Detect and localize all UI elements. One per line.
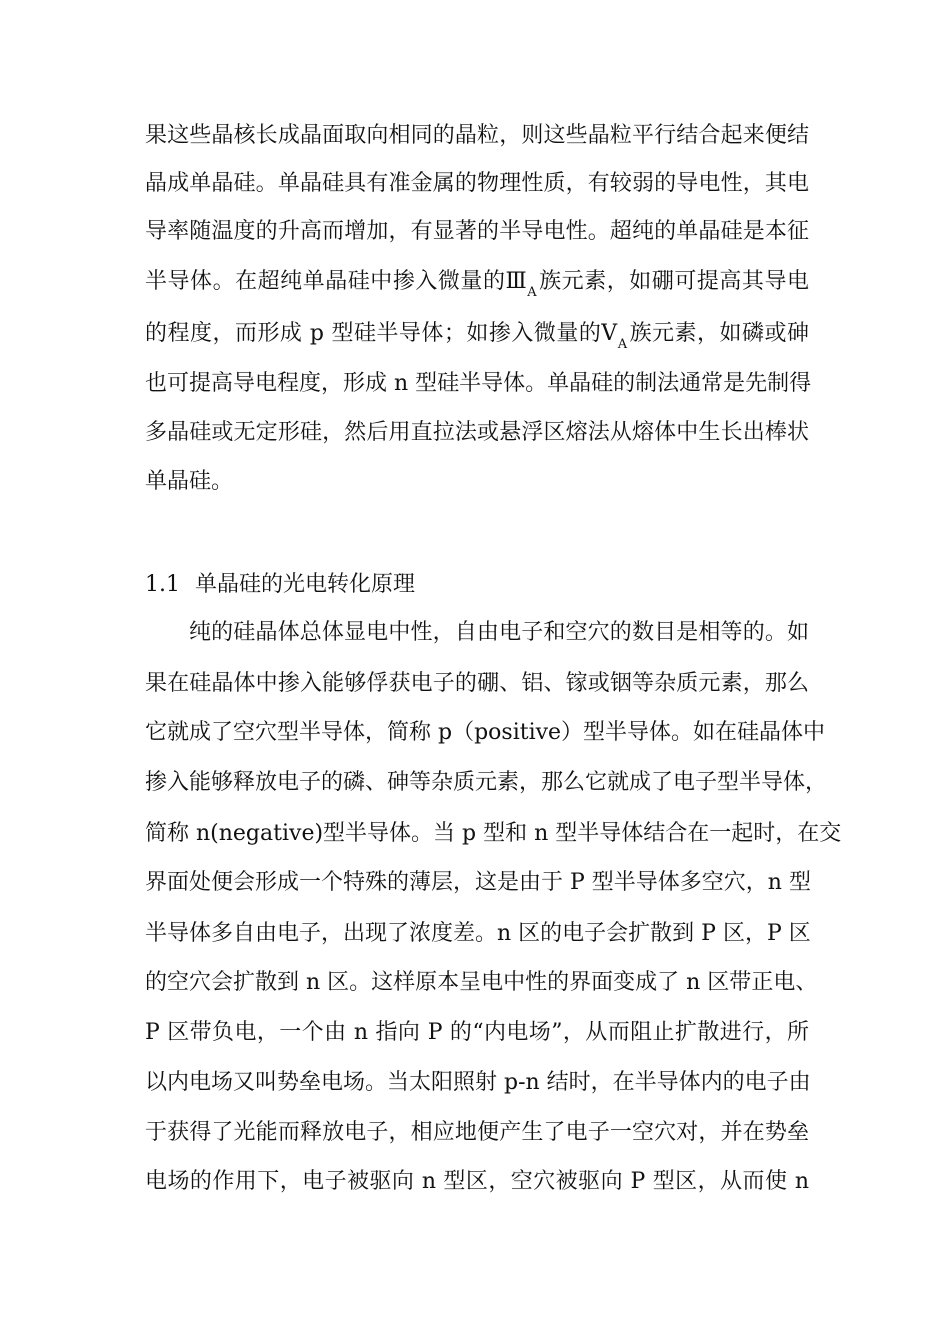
paragraph-line: 单晶硅。: [145, 469, 234, 494]
paragraph-line: 简称 n(negative)型半导体。当 p 型和 n 型半导体结合在一起时，在交: [145, 821, 842, 846]
paragraph-line: 以内电场又叫势垒电场。当太阳照射 p-n 结时，在半导体内的电子由: [145, 1070, 811, 1095]
subscript: A: [617, 337, 628, 352]
section-title: 单晶硅的光电转化原理: [195, 572, 416, 597]
paragraph-line: [145, 319, 809, 352]
paragraph-line: 果在硅晶体中掺入能够俘获电子的硼、铝、镓或铟等杂质元素，那么: [145, 671, 809, 696]
paragraph-line: 多晶硅或无定形硅，然后用直拉法或悬浮区熔法从熔体中生长出棒状: [145, 420, 809, 445]
paragraph-line: 纯的硅晶体总体显电中性，自由电子和空穴的数目是相等的。如: [189, 620, 809, 645]
paragraph-line: 半导体多自由电子，出现了浓度差。n 区的电子会扩散到 P 区，P 区: [145, 921, 811, 946]
paragraph-line: [145, 267, 809, 300]
paragraph-line: 晶成单晶硅。单晶硅具有准金属的物理性质，有较弱的导电性，其电: [145, 171, 809, 196]
section-number: 1.1: [145, 572, 180, 597]
paragraph-line: 果这些晶核长成晶面取向相同的晶粒，则这些晶粒平行结合起来便结: [145, 123, 809, 148]
text-segment: 族元素，如磷或砷: [629, 321, 809, 346]
subscript: A: [527, 285, 537, 300]
section-heading: [145, 570, 415, 600]
paragraph-line: 掺入能够释放电子的磷、砷等杂质元素，那么它就成了电子型半导体，: [145, 770, 828, 795]
text-segment: 族元素，如硼可提高其导电: [538, 269, 809, 294]
paragraph-line: P 区带负电，一个由 n 指向 P 的“内电场”，从而阻止扩散进行，所: [145, 1020, 809, 1045]
paragraph-line: 它就成了空穴型半导体，简称 p（positive）型半导体。如在硅晶体中: [145, 720, 826, 745]
paragraph-line: 电场的作用下，电子被驱向 n 型区，空穴被驱向 P 型区，从而使 n: [145, 1169, 809, 1194]
paragraph-line: 的空穴会扩散到 n 区。这样原本呈电中性的界面变成了 n 区带正电、: [145, 970, 818, 995]
text-segment: 半导体。在超纯单晶硅中掺入微量的Ⅲ: [145, 269, 528, 294]
paragraph-line: 于获得了光能而释放电子，相应地便产生了电子一空穴对，并在势垒: [145, 1120, 809, 1145]
paragraph-line: 导率随温度的升高而增加，有显著的半导电性。超纯的单晶硅是本征: [145, 219, 809, 244]
text-segment: 的程度，而形成 p 型硅半导体；如掺入微量的Ⅴ: [145, 321, 618, 346]
paragraph-line: 也可提高导电程度，形成 n 型硅半导体。单晶硅的制法通常是先制得: [145, 371, 812, 396]
paragraph-line: 界面处便会形成一个特殊的薄层，这是由于 P 型半导体多空穴，n 型: [145, 870, 811, 895]
